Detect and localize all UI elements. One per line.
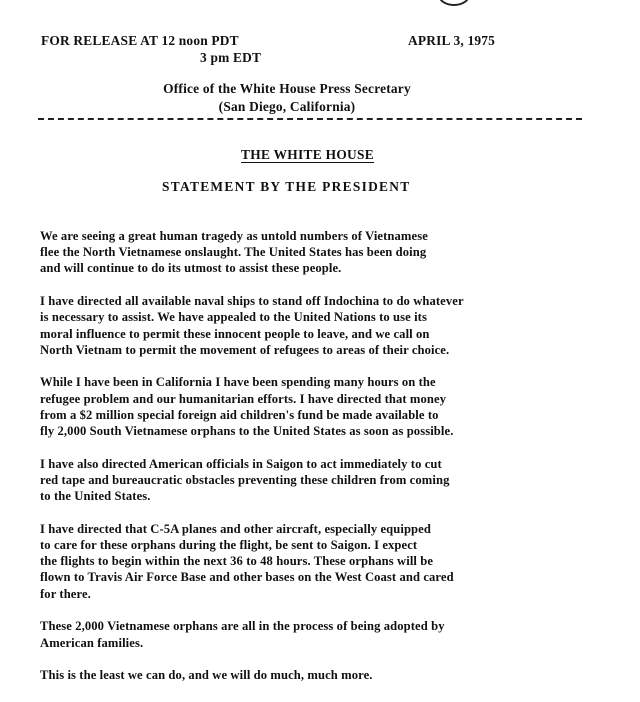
statement-line: to the United States.	[40, 489, 151, 504]
statement-line: flown to Travis Air Force Base and other bases on the West Coast and cared	[40, 570, 454, 585]
statement-line: flee the North Vietnamese onslaught. The United States has been doing	[40, 245, 427, 260]
statement-line: the flights to begin within the next 36 to 48 hours. These orphans will be	[40, 554, 434, 569]
statement-line: This is the least we can do, and we will do much, much more.	[40, 668, 373, 683]
statement-paragraph	[40, 521, 600, 602]
document-subtitle: STATEMENT BY THE PRESIDENT	[162, 179, 411, 194]
statement-paragraph	[40, 456, 600, 505]
statement-line: These 2,000 Vietnamese orphans are all in the process of being adopted by	[40, 619, 445, 634]
statement-line: While I have been in California I have been spending many hours on the	[40, 375, 436, 390]
statement-line: North Vietnam to permit the movement of refugees to areas of their choice.	[40, 342, 450, 357]
page-edge-mark	[438, 0, 470, 6]
statement-line: and will continue to do its utmost to assist these people.	[40, 261, 342, 276]
statement-line: for there.	[40, 586, 91, 601]
statement-line: moral influence to permit these innocent people to leave, and we call on	[40, 326, 430, 341]
statement-line: American families.	[40, 635, 144, 650]
statement-paragraph	[40, 374, 600, 439]
statement-line: red tape and bureaucratic obstacles preventing these children from coming	[40, 472, 450, 487]
statement-line: We are seeing a great human tragedy as untold numbers of Vietnamese	[40, 229, 428, 243]
press-office-name: Office of the White House Press Secretary	[163, 81, 411, 96]
press-office-location: (San Diego, California)	[218, 99, 356, 114]
statement-paragraph	[40, 228, 600, 277]
statement-line: refugee problem and our humanitarian efforts. I have directed that money	[40, 391, 447, 406]
statement-line: from a $2 million special foreign aid children's fund be made available to	[40, 407, 439, 422]
statement-line: fly 2,000 South Vietnamese orphans to the United States as soon as possible.	[40, 424, 454, 439]
release-date: APRIL 3, 1975	[408, 33, 496, 48]
release-time: FOR RELEASE AT 12 noon PDT	[41, 33, 239, 48]
statement-line: I have also directed American officials in Saigon to act immediately to cut	[40, 456, 442, 471]
statement-line: to care for these orphans during the flight, be sent to Saigon. I expect	[40, 538, 418, 553]
statement-body	[40, 228, 600, 700]
statement-paragraph	[40, 293, 600, 358]
press-office-block	[0, 80, 574, 116]
release-time-eastern: 3 pm EDT	[200, 50, 262, 65]
document-title: THE WHITE HOUSE	[241, 147, 374, 162]
statement-paragraph	[40, 618, 600, 650]
dashed-divider	[38, 118, 582, 120]
statement-paragraph	[40, 667, 600, 683]
statement-line: I have directed all available naval ships to stand off Indochina to do whatever	[40, 294, 464, 309]
statement-line: I have directed that C-5A planes and other aircraft, especially equipped	[40, 521, 431, 536]
statement-line: is necessary to assist. We have appealed to the United Nations to use its	[40, 310, 427, 325]
